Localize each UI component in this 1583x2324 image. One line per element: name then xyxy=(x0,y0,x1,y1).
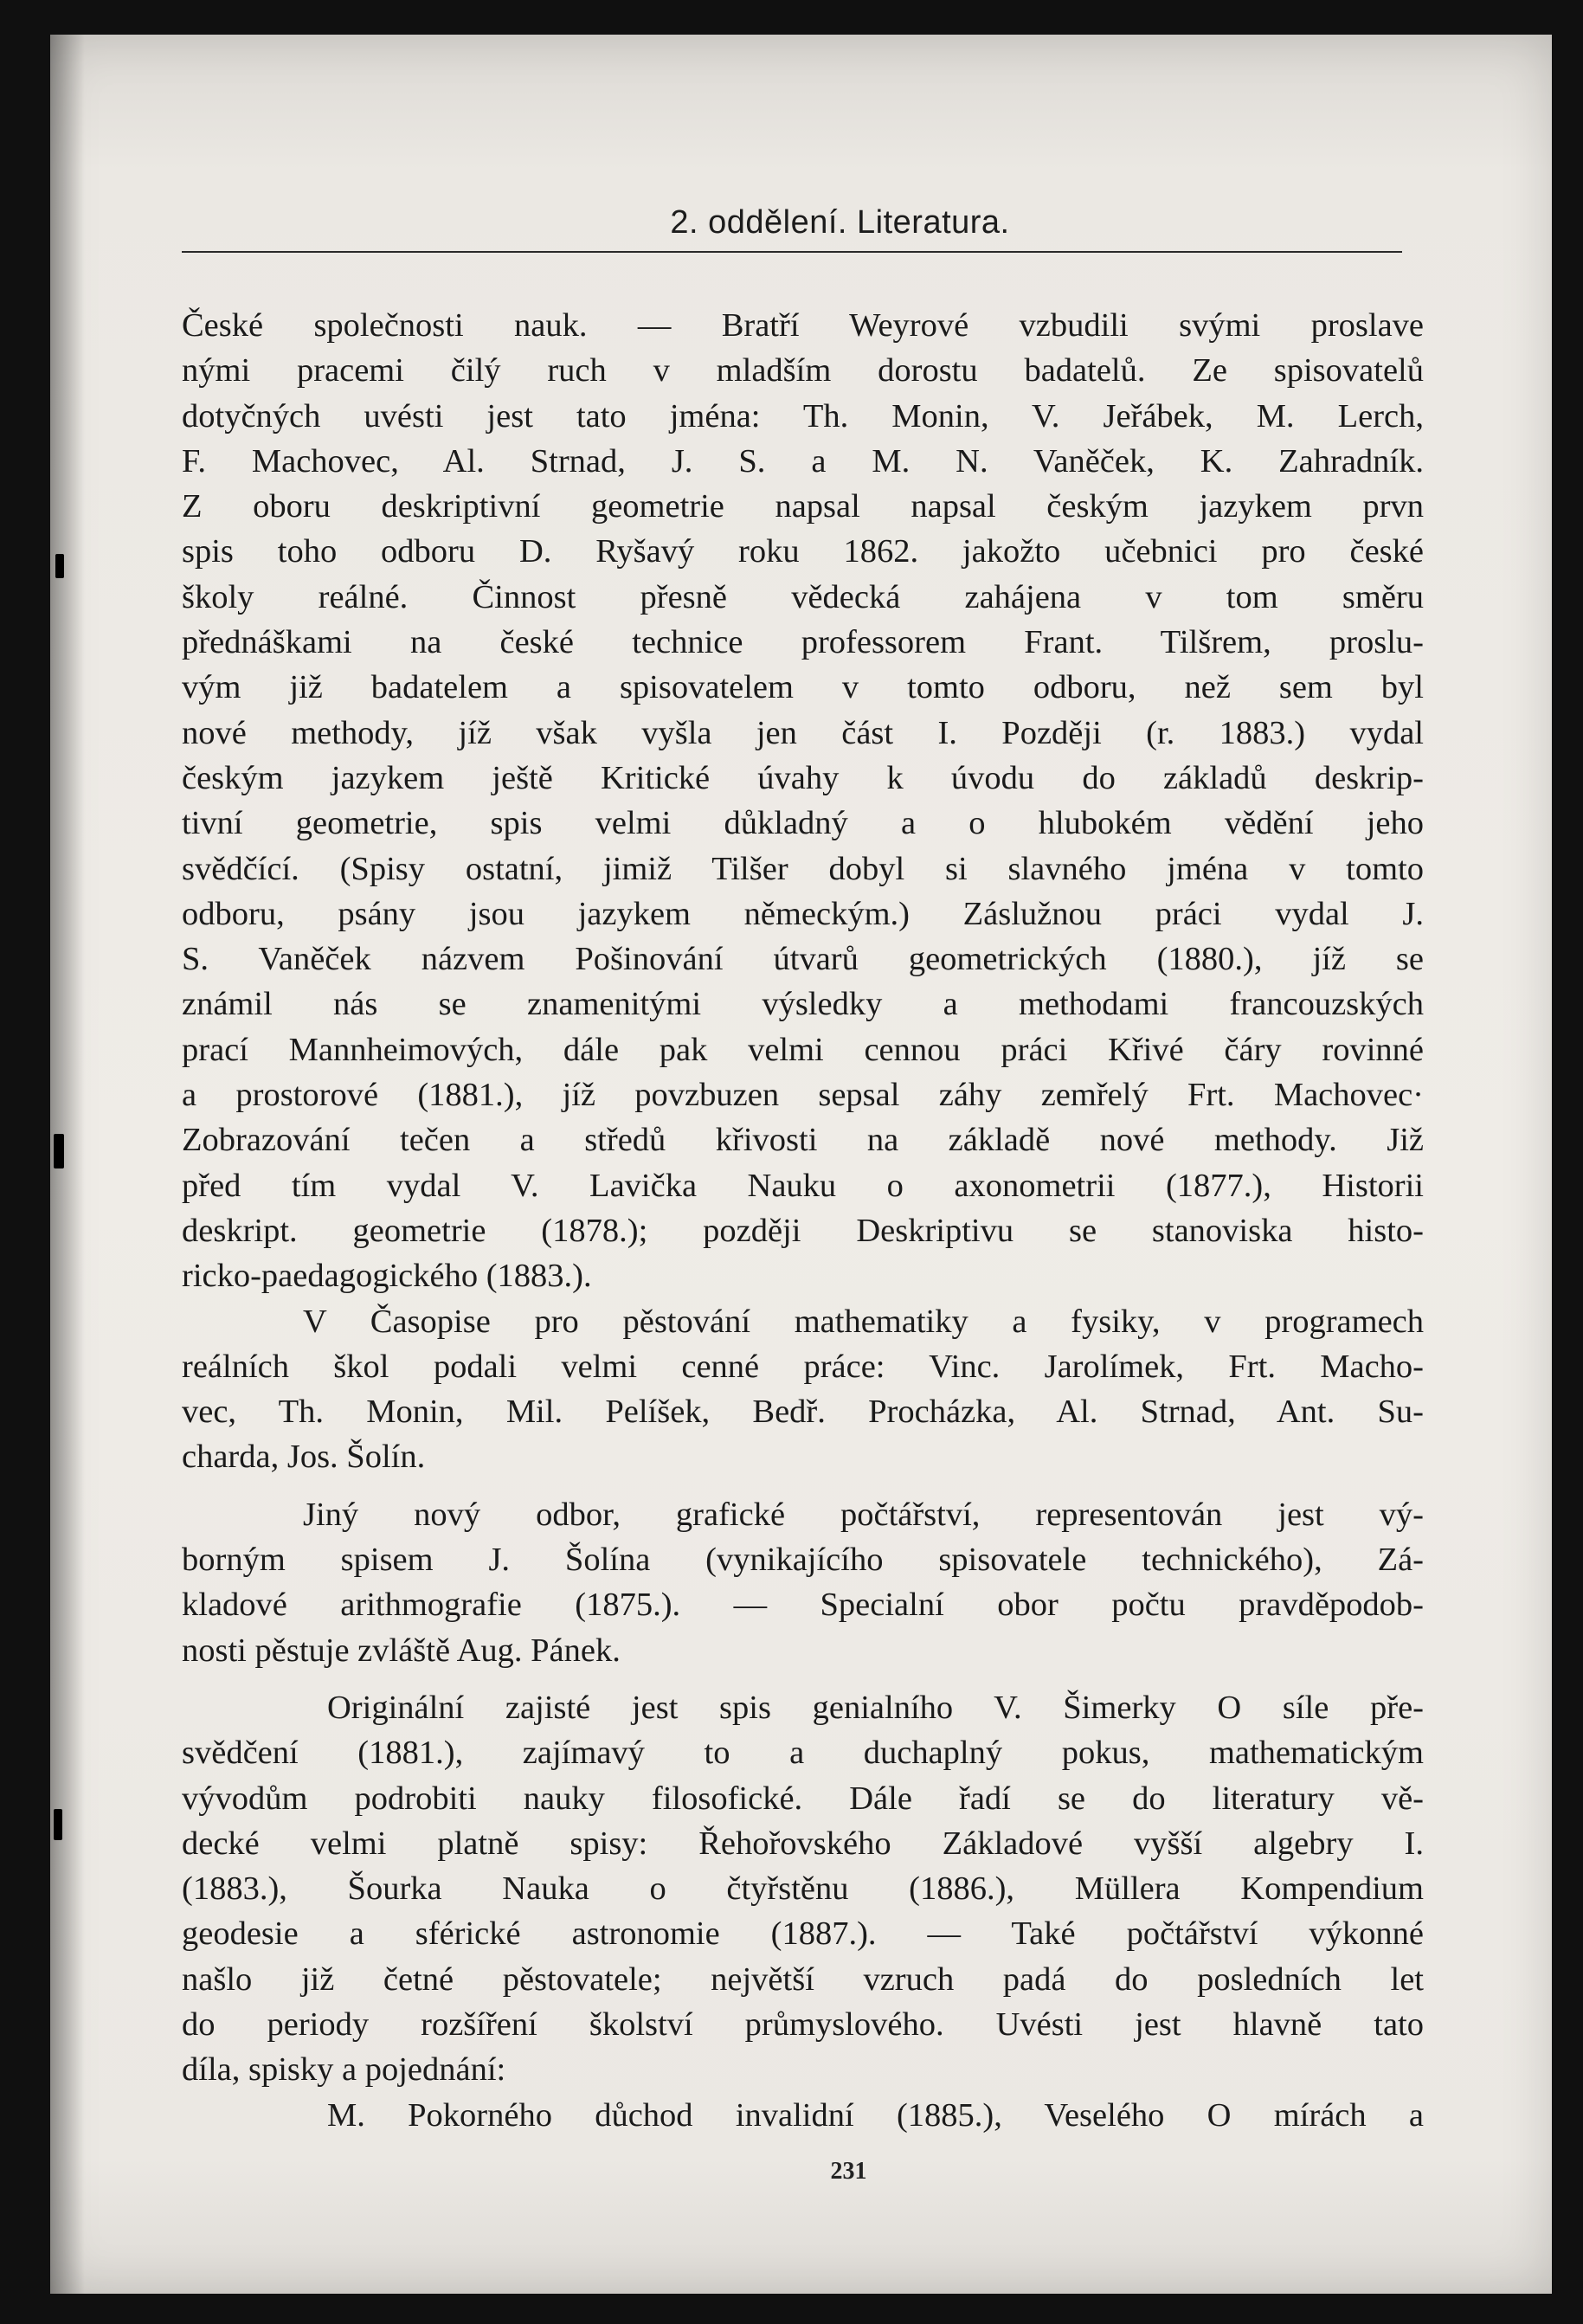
text-line: a prostorové (1881.), jíž povzbuzen sepsal záhy zemřelý Frt. Machovec· xyxy=(182,1077,1424,1114)
text-line: reálních škol podali velmi cenné práce: Vinc. Jarolímek, Frt. Macho- xyxy=(182,1348,1424,1385)
page-text xyxy=(182,303,1424,2138)
text-line: Originální zajisté jest spis genialního V. Šimerky O síle pře- xyxy=(327,1689,1424,1726)
text-line: borným spisem J. Šolína (vynikajícího spisovatele technického), Zá- xyxy=(182,1542,1424,1579)
text-line: kladové arithmografie (1875.). — Specialní obor počtu pravděpodob- xyxy=(182,1587,1424,1624)
text-line: prací Mannheimových, dále pak velmi cennou práci Křivé čáry rovinné xyxy=(182,1031,1424,1068)
text-line: odboru, psány jsou jazykem německým.) Záslužnou práci vydal J. xyxy=(182,895,1424,932)
text-line: Jiný nový odbor, grafické počtářství, representován jest vý- xyxy=(303,1496,1424,1533)
scan-edge-mark xyxy=(55,554,64,578)
scan-edge-mark xyxy=(54,1134,64,1168)
text-line: známil nás se znamenitými výsledky a methodami francouzských xyxy=(182,986,1424,1023)
text-line: Zobrazování tečen a středů křivosti na základě nové methody. Již xyxy=(182,1122,1424,1159)
text-line: vým již badatelem a spisovatelem v tomto odboru, než sem byl xyxy=(182,669,1424,706)
paragraph-gap xyxy=(182,1480,1424,1492)
text-line: deskript. geometrie (1878.); později Deskriptivu se stanoviska histo- xyxy=(182,1212,1424,1249)
page-number: 231 xyxy=(830,2158,867,2185)
text-line: Z oboru deskriptivní geometrie napsal napsal českým jazykem prvn xyxy=(182,488,1424,525)
book-page xyxy=(50,35,1552,2294)
scan-edge-mark xyxy=(54,1809,62,1840)
text-line: (1883.), Šourka Nauka o čtyřstěnu (1886.), Müllera Kompendium xyxy=(182,1870,1424,1908)
text-line: nosti pěstuje zvláště Aug. Pánek. xyxy=(182,1632,621,1669)
text-line: vývodům podrobiti nauky filosofické. Dále řadí se do literatury vě- xyxy=(182,1780,1424,1817)
text-line: charda, Jos. Šolín. xyxy=(182,1439,426,1476)
text-line: geodesie a sférické astronomie (1887.). — Také počtářství výkonné xyxy=(182,1915,1424,1953)
text-line: vec, Th. Monin, Mil. Pelíšek, Bedř. Procházka, Al. Strnad, Ant. Su- xyxy=(182,1394,1424,1431)
text-line: před tím vydal V. Lavička Nauku o axonometrii (1877.), Historii xyxy=(182,1167,1424,1204)
text-line: decké velmi platně spisy: Řehořovského Základové vyšší algebry I. xyxy=(182,1825,1424,1862)
text-line: díla, spisky a pojednání: xyxy=(182,2051,506,2089)
text-line: přednáškami na české technice professorem Frant. Tilšrem, proslu- xyxy=(182,624,1424,661)
text-line: do periody rozšíření školství průmyslového. Uvésti jest hlavně tato xyxy=(182,2005,1424,2043)
text-line: dotyčných uvésti jest tato jména: Th. Monin, V. Jeřábek, M. Lerch, xyxy=(182,397,1424,435)
text-line: F. Machovec, Al. Strnad, J. S. a M. N. Vaněček, K. Zahradník. xyxy=(182,442,1424,480)
text-line: tivní geometrie, spis velmi důkladný a o hlubokém vědění jeho xyxy=(182,805,1424,842)
header-rule xyxy=(182,251,1402,253)
text-line: spis toho odboru D. Ryšavý roku 1862. jakožto učebnici pro české xyxy=(182,533,1424,570)
paragraph-gap xyxy=(182,1673,1424,1685)
text-line: V Časopise pro pěstování mathematiky a fysiky, v programech xyxy=(303,1303,1424,1340)
text-line: českým jazykem ještě Kritické úvahy k úvodu do základů deskrip- xyxy=(182,759,1424,796)
text-line: nými pracemi čilý ruch v mladším dorostu badatelů. Ze spisovatelů xyxy=(182,352,1424,389)
text-line: školy reálné. Činnost přesně vědecká zahájena v tom směru xyxy=(182,578,1424,615)
text-line: S. Vaněček názvem Pošinování útvarů geometrických (1880.), jíž se xyxy=(182,941,1424,978)
text-line: České společnosti nauk. — Bratří Weyrové vzbudili svými proslave xyxy=(182,307,1424,344)
text-line: našlo již četné pěstovatele; největší vzruch padá do posledních let xyxy=(182,1960,1424,1998)
text-line: M. Pokorného důchod invalidní (1885.), Veselého O mírách a xyxy=(327,2096,1424,2134)
text-line: svědčení (1881.), zajímavý to a duchaplný pokus, mathematickým xyxy=(182,1735,1424,1772)
text-line: ricko-paedagogického (1883.). xyxy=(182,1258,592,1295)
text-line: nové methody, jíž však vyšla jen část I. Později (r. 1883.) vydal xyxy=(182,714,1424,751)
running-head: 2. oddělení. Literatura. xyxy=(670,204,1010,241)
text-line: svědčící. (Spisy ostatní, jimiž Tilšer dobyl si slavného jména v tomto xyxy=(182,850,1424,887)
